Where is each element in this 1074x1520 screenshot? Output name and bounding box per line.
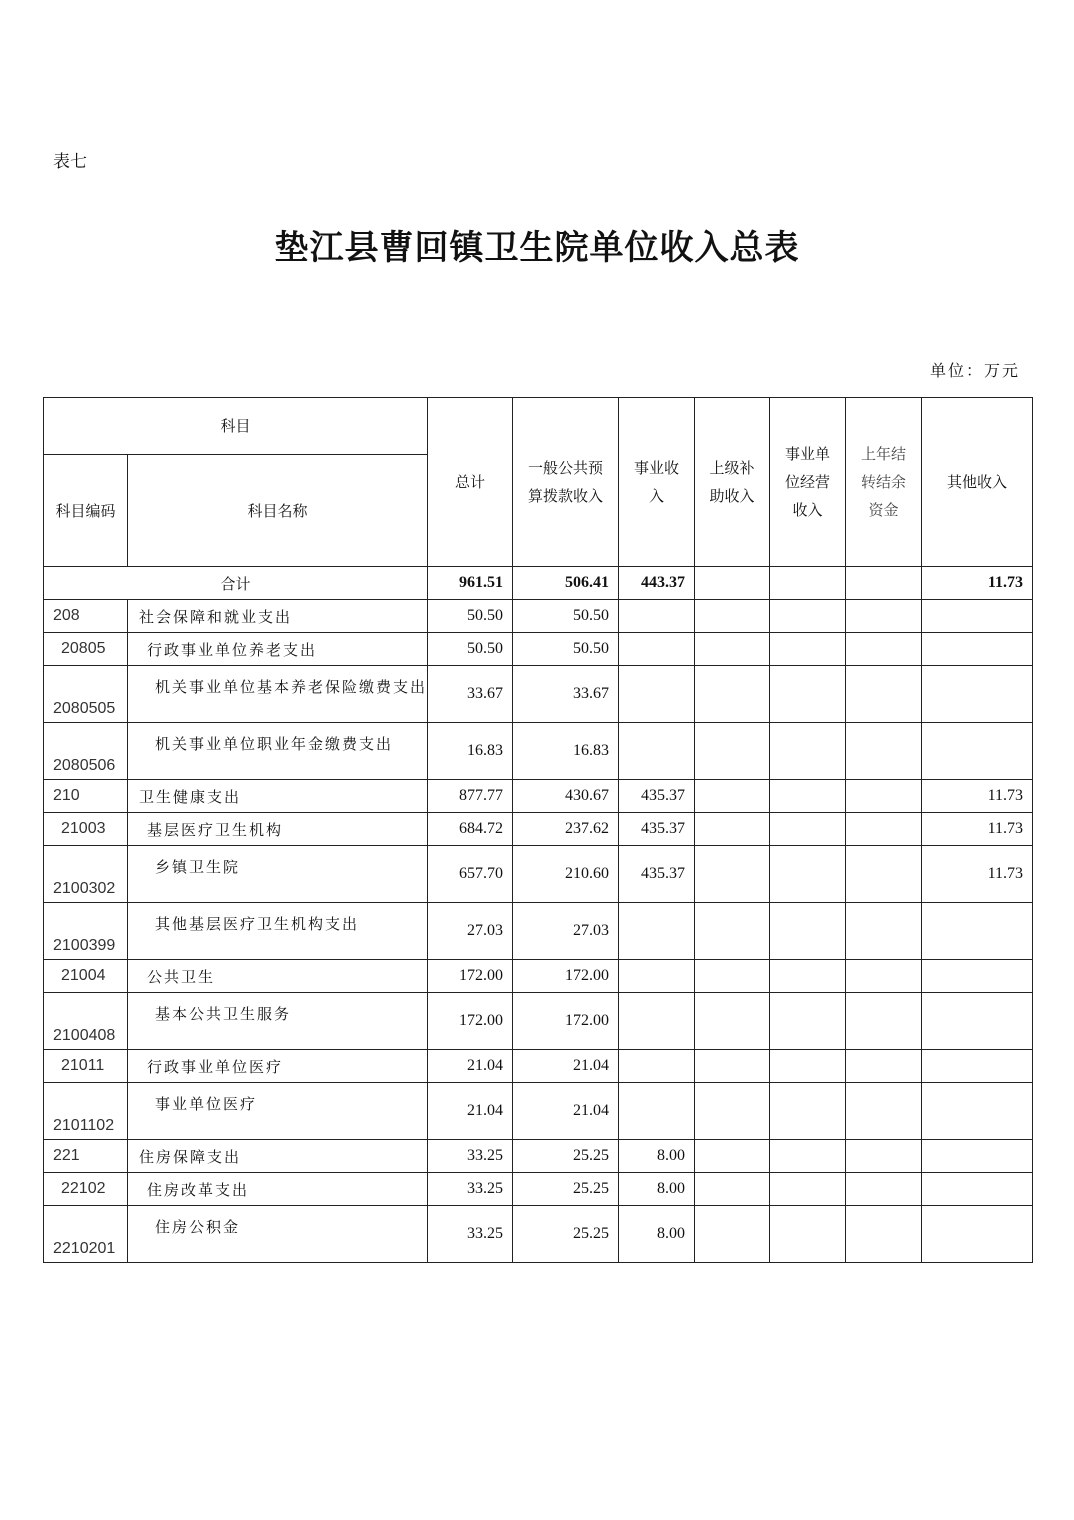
row-name: 机关事业单位基本养老保险缴费支出 — [128, 666, 428, 723]
total-general: 506.41 — [513, 567, 619, 600]
row-code: 2100408 — [44, 993, 128, 1050]
row-code: 2080506 — [44, 723, 128, 780]
row-other — [922, 633, 1033, 666]
row-carryover — [846, 633, 922, 666]
row-business: 435.37 — [619, 846, 695, 903]
total-superior — [695, 567, 770, 600]
total-total: 961.51 — [428, 567, 513, 600]
row-business — [619, 993, 695, 1050]
row-code: 2210201 — [44, 1206, 128, 1263]
row-code: 221 — [44, 1140, 128, 1173]
table-row — [44, 1173, 1033, 1206]
row-other — [922, 1140, 1033, 1173]
row-general: 16.83 — [513, 723, 619, 780]
row-code: 21011 — [44, 1050, 128, 1083]
table-row — [44, 1083, 1033, 1140]
total-business: 443.37 — [619, 567, 695, 600]
row-name: 行政事业单位医疗 — [128, 1050, 428, 1083]
row-business — [619, 1050, 695, 1083]
row-carryover — [846, 813, 922, 846]
row-other — [922, 666, 1033, 723]
row-general: 210.60 — [513, 846, 619, 903]
row-carryover — [846, 993, 922, 1050]
row-total: 877.77 — [428, 780, 513, 813]
row-code: 21004 — [44, 960, 128, 993]
row-general: 25.25 — [513, 1173, 619, 1206]
row-business: 435.37 — [619, 813, 695, 846]
row-general: 50.50 — [513, 633, 619, 666]
table-row — [44, 813, 1033, 846]
row-business: 8.00 — [619, 1206, 695, 1263]
row-total: 33.25 — [428, 1140, 513, 1173]
row-business — [619, 723, 695, 780]
row-business — [619, 960, 695, 993]
row-name: 机关事业单位职业年金缴费支出 — [128, 723, 428, 780]
header-name: 科目名称 — [128, 455, 428, 567]
row-other: 11.73 — [922, 780, 1033, 813]
total-row — [44, 567, 1033, 600]
row-name: 基层医疗卫生机构 — [128, 813, 428, 846]
row-other — [922, 1083, 1033, 1140]
total-operating — [770, 567, 846, 600]
header-subject: 科目 — [44, 398, 428, 455]
row-name: 行政事业单位养老支出 — [128, 633, 428, 666]
row-name: 社会保障和就业支出 — [128, 600, 428, 633]
row-code: 2080505 — [44, 666, 128, 723]
row-carryover — [846, 666, 922, 723]
row-operating — [770, 1083, 846, 1140]
row-business — [619, 1083, 695, 1140]
row-operating — [770, 903, 846, 960]
row-code: 21003 — [44, 813, 128, 846]
row-total: 172.00 — [428, 960, 513, 993]
row-total: 21.04 — [428, 1050, 513, 1083]
row-superior — [695, 993, 770, 1050]
header-code: 科目编码 — [44, 455, 128, 567]
row-general: 172.00 — [513, 993, 619, 1050]
row-name: 卫生健康支出 — [128, 780, 428, 813]
table-row — [44, 1140, 1033, 1173]
row-carryover — [846, 1140, 922, 1173]
row-general: 33.67 — [513, 666, 619, 723]
row-total: 657.70 — [428, 846, 513, 903]
table-label: 表七 — [53, 152, 87, 172]
row-general: 21.04 — [513, 1083, 619, 1140]
row-superior — [695, 1140, 770, 1173]
row-superior — [695, 633, 770, 666]
header-other-income: 其他收入 — [922, 398, 1033, 567]
row-operating — [770, 780, 846, 813]
row-carryover — [846, 846, 922, 903]
income-table — [43, 397, 1033, 1263]
row-general: 25.25 — [513, 1206, 619, 1263]
row-business: 435.37 — [619, 780, 695, 813]
row-total: 50.50 — [428, 633, 513, 666]
row-operating — [770, 846, 846, 903]
row-business — [619, 633, 695, 666]
row-total: 50.50 — [428, 600, 513, 633]
row-total: 172.00 — [428, 993, 513, 1050]
row-operating — [770, 960, 846, 993]
row-total: 684.72 — [428, 813, 513, 846]
row-operating — [770, 993, 846, 1050]
table-row — [44, 993, 1033, 1050]
table-row — [44, 1050, 1033, 1083]
row-carryover — [846, 960, 922, 993]
row-name: 公共卫生 — [128, 960, 428, 993]
table-row — [44, 666, 1033, 723]
total-carryover — [846, 567, 922, 600]
row-other — [922, 600, 1033, 633]
row-superior — [695, 813, 770, 846]
row-general: 172.00 — [513, 960, 619, 993]
table-row — [44, 846, 1033, 903]
row-superior — [695, 1050, 770, 1083]
row-superior — [695, 600, 770, 633]
row-operating — [770, 633, 846, 666]
row-other — [922, 1206, 1033, 1263]
header-total: 总计 — [428, 398, 513, 567]
row-operating — [770, 813, 846, 846]
row-other: 11.73 — [922, 813, 1033, 846]
row-code: 2100399 — [44, 903, 128, 960]
row-other — [922, 960, 1033, 993]
table-row — [44, 723, 1033, 780]
row-other — [922, 1050, 1033, 1083]
row-total: 33.67 — [428, 666, 513, 723]
unit-label: 单位：万元 — [929, 361, 1020, 380]
row-name: 住房保障支出 — [128, 1140, 428, 1173]
row-general: 237.62 — [513, 813, 619, 846]
row-operating — [770, 723, 846, 780]
row-superior — [695, 723, 770, 780]
row-general: 21.04 — [513, 1050, 619, 1083]
row-code: 2101102 — [44, 1083, 128, 1140]
header-carryover: 上年结 转结余 资金 — [846, 398, 922, 567]
row-operating — [770, 666, 846, 723]
row-superior — [695, 1083, 770, 1140]
row-code: 22102 — [44, 1173, 128, 1206]
row-total: 33.25 — [428, 1206, 513, 1263]
row-code: 208 — [44, 600, 128, 633]
row-operating — [770, 600, 846, 633]
row-superior — [695, 903, 770, 960]
row-superior — [695, 960, 770, 993]
row-operating — [770, 1173, 846, 1206]
row-business — [619, 666, 695, 723]
page-title: 垫江县曹回镇卫生院单位收入总表 — [274, 228, 800, 268]
row-name: 住房改革支出 — [128, 1173, 428, 1206]
row-general: 25.25 — [513, 1140, 619, 1173]
table-row — [44, 600, 1033, 633]
row-total: 27.03 — [428, 903, 513, 960]
row-name: 基本公共卫生服务 — [128, 993, 428, 1050]
row-carryover — [846, 780, 922, 813]
row-carryover — [846, 1083, 922, 1140]
row-other — [922, 993, 1033, 1050]
row-other — [922, 1173, 1033, 1206]
row-name: 其他基层医疗卫生机构支出 — [128, 903, 428, 960]
row-name: 事业单位医疗 — [128, 1083, 428, 1140]
header-business-income: 事业收 入 — [619, 398, 695, 567]
row-business — [619, 600, 695, 633]
row-superior — [695, 1173, 770, 1206]
header-general-budget: 一般公共预 算拨款收入 — [513, 398, 619, 567]
row-code: 210 — [44, 780, 128, 813]
row-business: 8.00 — [619, 1140, 695, 1173]
row-superior — [695, 780, 770, 813]
row-name: 乡镇卫生院 — [128, 846, 428, 903]
row-superior — [695, 846, 770, 903]
row-superior — [695, 666, 770, 723]
table-row — [44, 780, 1033, 813]
row-carryover — [846, 1173, 922, 1206]
table-row — [44, 633, 1033, 666]
header-operating-income: 事业单 位经营 收入 — [770, 398, 846, 567]
row-operating — [770, 1140, 846, 1173]
row-general: 430.67 — [513, 780, 619, 813]
table-row — [44, 960, 1033, 993]
header-superior-subsidy: 上级补 助收入 — [695, 398, 770, 567]
row-business — [619, 903, 695, 960]
row-carryover — [846, 903, 922, 960]
row-code: 20805 — [44, 633, 128, 666]
row-operating — [770, 1206, 846, 1263]
row-other: 11.73 — [922, 846, 1033, 903]
row-general: 27.03 — [513, 903, 619, 960]
row-operating — [770, 1050, 846, 1083]
total-other: 11.73 — [922, 567, 1033, 600]
row-superior — [695, 1206, 770, 1263]
row-name: 住房公积金 — [128, 1206, 428, 1263]
row-total: 33.25 — [428, 1173, 513, 1206]
row-carryover — [846, 1206, 922, 1263]
row-code: 2100302 — [44, 846, 128, 903]
row-total: 21.04 — [428, 1083, 513, 1140]
row-other — [922, 903, 1033, 960]
row-total: 16.83 — [428, 723, 513, 780]
row-carryover — [846, 600, 922, 633]
table-row — [44, 903, 1033, 960]
row-carryover — [846, 723, 922, 780]
total-label: 合计 — [44, 567, 428, 600]
row-other — [922, 723, 1033, 780]
row-business: 8.00 — [619, 1173, 695, 1206]
row-general: 50.50 — [513, 600, 619, 633]
table-row — [44, 1206, 1033, 1263]
row-carryover — [846, 1050, 922, 1083]
